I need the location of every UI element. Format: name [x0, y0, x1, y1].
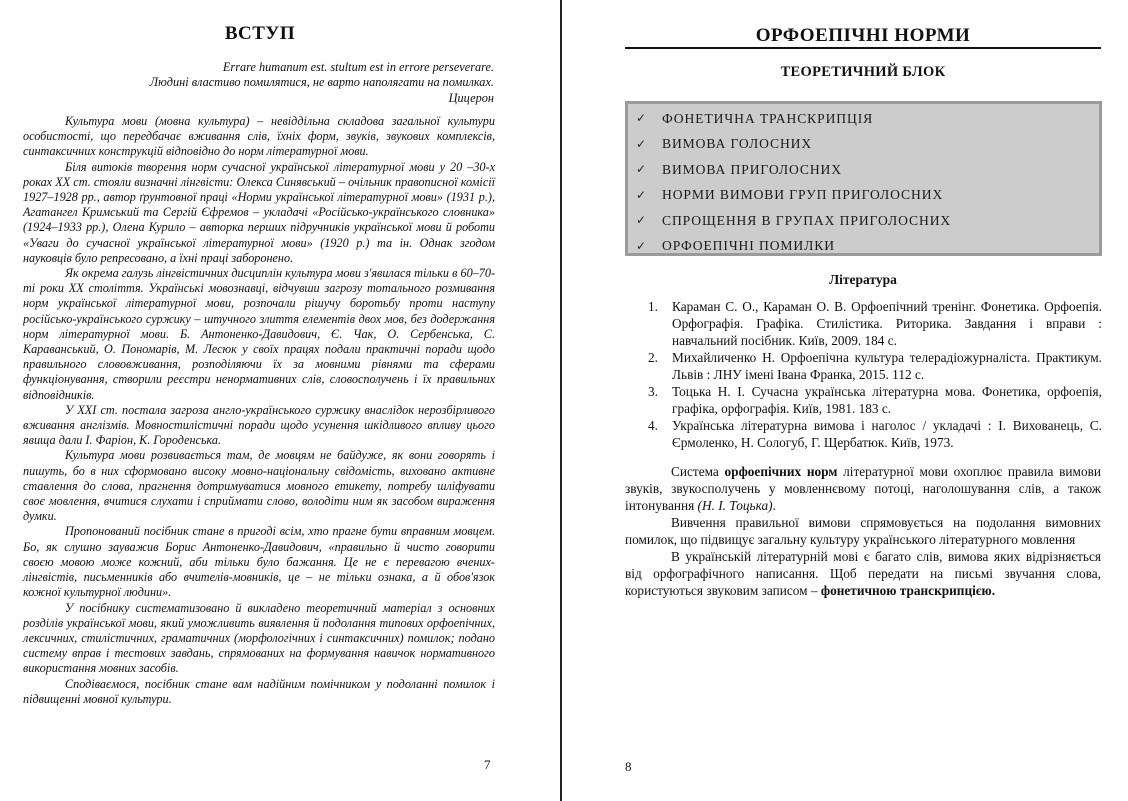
topics-box [625, 101, 1102, 256]
topic-item [636, 106, 1099, 132]
epigraph-author: Цицерон [448, 90, 494, 105]
check-icon: ✓ [636, 238, 647, 253]
paragraph: Вивчення правильної вимови спрямовується на подолання вимовних помилок, що підвищує загальну культуру українського літературного мовлення [625, 515, 1101, 547]
item-number: 3. [648, 384, 658, 399]
paragraph: Культура мови (мовна культура) – невіддільна складова загальної культури особистості, що передбачає вживання слів, їхніх форм, звуків, звукових комплексів, синтаксичних конструкцій відповідно до норм літературної мови. [23, 114, 495, 159]
page-number: 8 [625, 759, 632, 774]
paragraph: Як окрема галузь лінгвістичних дисциплін культура мови з'явилася тільки в 60–70-ті роки ХХ століття. Українські мовознавці, відчувши загрозу тотального розмивання норм української літературної мови, розпочали рішучу боротьбу проти наступу російсько-українського суржику – штучного злиття елементів двох мов, без додержання норм літературної мови. Б. Антоненко-Давидович, Є. Чак, О. Сербенська, С. Караванський, О. Пономарів, М. Лесюк у своїх працях подали практичні поради щодо правильного слововживання, розподіляючи їх за мовними рівнями та сферами функціонування, створили реєстри ненормативних слів, словосполучень і їх правильних відповідників. [23, 266, 495, 402]
check-icon: ✓ [636, 136, 647, 151]
epigraph-latin: Errare humanum est. stultum est in errore perseverare. [222, 60, 494, 74]
check-icon: ✓ [636, 111, 647, 126]
topic-item [636, 132, 1099, 158]
literature-item [648, 417, 1102, 451]
chapter-title: ОРФОЕПІЧНІ НОРМИ [755, 25, 971, 46]
text-run: В українській літературній мові є багато слів, вимова яких відрізняється від орфографічного написання. Щоб передати на письмі звучання слова, користуються звуковим записом – [625, 549, 1101, 598]
topic-label: ФОНЕТИЧНА ТРАНСКРИПЦІЯ [662, 110, 874, 126]
topic-label: ОРФОЕПІЧНІ ПОМИЛКИ [662, 238, 835, 254]
topic-item [636, 234, 1099, 260]
item-number: 2. [648, 350, 658, 365]
paragraph: Пропонований посібник стане в пригоді всім, хто прагне бути вправним мовцем. Бо, як слушно зауважив Борис Антоненко-Давидович, «правильно й чисто говорити своєю мовою може кожний, аби тільки було бажання. Це не є перевагою вчених-лінгвістів, письменників або вчителів-мовників, це – не тільки ознака, а й обов'язок кожної культурної людини». [23, 524, 495, 600]
topic-label: ВИМОВА ПРИГОЛОСНИХ [662, 161, 842, 177]
page-number: 7 [484, 757, 491, 772]
item-number: 4. [648, 418, 658, 433]
literature-item [648, 349, 1102, 383]
topic-label: ВИМОВА ГОЛОСНИХ [662, 136, 813, 152]
right-page [562, 0, 1128, 801]
section-subtitle: ТЕОРЕТИЧНИЙ БЛОК [780, 64, 946, 80]
topic-item [636, 157, 1099, 183]
paragraph: Культура мови розвивається там, де мовцям не байдуже, як вони говорять і пишуть, бо в них сформовано високу мовно-національну свідомість, виховано активне ставлення до слова, прагнення дотримуватися мовного етикету, потребу шліфувати своє мовлення, вчитися слухати і сприймати слово, володіти ним як засобом вираження думки. [23, 448, 495, 524]
check-icon: ✓ [636, 162, 647, 177]
paragraph: У ХХІ ст. постала загроза англо-українського суржику внаслідок нерозбірливого вживання англізмів. Мовностилістичні поради щодо усунення шкідливого впливу цього явища дали І. Фаріон, К. Городенська. [23, 402, 495, 448]
bold-term: орфоепічних норм [724, 464, 838, 479]
topic-label: СПРОЩЕННЯ В ГРУПАХ ПРИГОЛОСНИХ [662, 212, 952, 228]
topic-item [636, 208, 1099, 234]
item-number: 1. [648, 299, 658, 314]
topic-label: НОРМИ ВИМОВИ ГРУП ПРИГОЛОСНИХ [662, 187, 944, 203]
topic-item [636, 183, 1099, 209]
literature-list [648, 298, 1102, 451]
item-text: Тоцька Н. І. Сучасна українська літературна мова. Фонетика, орфоепія, графіка, орфографія. Київ, 1981. 183 с. [672, 384, 1102, 416]
intro-body [23, 114, 495, 707]
item-text: Караман С. О., Караман О. В. Орфоепічний тренінг. Фонетика. Орфоепія. Орфографія. Графіка. Стилістика. Риторика. Завдання і вправи : навчальний посібник. Київ, 2009. 184 с. [672, 299, 1102, 348]
paragraph: Біля витоків творення норм сучасної української літературної мови у 20 –30-х роках ХХ ст. стояли визначні лінгвісти: Олекса Синявський – очільник правописної комісії 1927–1928 рр., автор ґрунтовної праці «Норми української літературної мови» (1931 р.), Агатангел Кримський та Сергій Єфремов – укладачі «Російсько-українського словника» (1924–1933 рр.), Олена Курило – авторка перших підручників української мови й роботи «Уваги до сучасної української літературної мови» (1920 р.) та ін. Однак згодом науковців було репресовано, а їхні праці заборонено. [23, 159, 495, 265]
check-icon: ✓ [636, 187, 647, 202]
text-run: . [772, 498, 776, 513]
paragraph: Сподіваємося, посібник стане вам надійним помічником у подоланні помилок і підвищенні мовної культури. [23, 676, 495, 706]
theory-body [625, 463, 1101, 599]
paragraph: У посібнику систематизовано й викладено теоретичний матеріал з основних розділів української мови, який уможливить виявлення й подолання типових орфоепічних, лексичних, стилістичних, граматичних (морфологічних і синтаксичних) помилок; подано систему вправ і тестових завдань, спрямованих на формування навичок нормативного використання мовних засобів. [23, 600, 495, 676]
left-page [0, 0, 560, 801]
epigraph-translation: Людині властиво помилятися, не варто наполягати на помилках. [149, 75, 494, 90]
epigraph [60, 60, 494, 106]
bold-term: фонетичною транскрипцією. [820, 583, 996, 598]
literature-item [648, 383, 1102, 417]
page-title: ВСТУП [224, 23, 296, 44]
citation: (Н. І. Тоцька) [697, 498, 773, 513]
title-rule [625, 47, 1101, 49]
item-text: Українська літературна вимова і наголос / укладачі : І. Вихованець, С. Єрмоленко, Н. Сологуб, Г. Щербатюк. Київ, 1973. [672, 418, 1102, 450]
literature-heading: Література [829, 272, 897, 287]
literature-item [648, 298, 1102, 349]
paragraph [625, 548, 1101, 599]
text-run: Система [671, 464, 725, 479]
check-icon: ✓ [636, 213, 647, 228]
text-run: літературної мови охоплює правила вимови звуків, звукосполучень у мовленнєвому потоці, наголошування слів, а також інтонування [625, 464, 1101, 513]
paragraph [625, 463, 1101, 514]
item-text: Михайличенко Н. Орфоепічна культура телерадіожурналіста. Практикум. Львів : ЛНУ імені Івана Франка, 2015. 112 с. [672, 350, 1102, 382]
